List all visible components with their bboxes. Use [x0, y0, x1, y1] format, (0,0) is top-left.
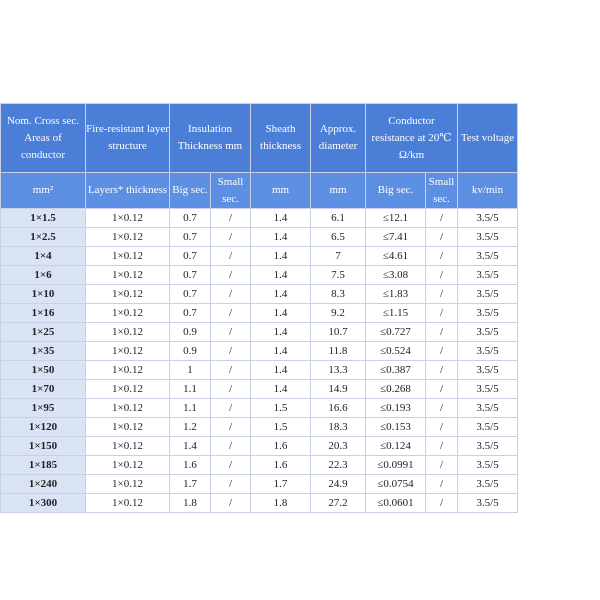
cell-resistance-small: /: [426, 247, 458, 266]
cell-cross-section: 1×4: [1, 247, 86, 266]
cell-sheath-thickness: 1.4: [251, 380, 311, 399]
cell-resistance-big: ≤0.153: [366, 418, 426, 437]
cell-test-voltage: 3.5/5: [458, 475, 518, 494]
cell-approx-diameter: 6.1: [311, 209, 366, 228]
cell-resistance-small: /: [426, 418, 458, 437]
cell-insulation-big: 0.7: [170, 285, 211, 304]
header-approx-diameter: Approx. diameter: [311, 104, 366, 173]
cell-test-voltage: 3.5/5: [458, 418, 518, 437]
cell-insulation-small: /: [211, 342, 251, 361]
unit-small-sec-insulation: Small sec.: [211, 173, 251, 209]
cell-resistance-big: ≤4.61: [366, 247, 426, 266]
table-row: [1, 285, 518, 304]
cell-cross-section: 1×185: [1, 456, 86, 475]
cell-cross-section: 1×150: [1, 437, 86, 456]
cell-insulation-small: /: [211, 228, 251, 247]
cell-insulation-big: 1.2: [170, 418, 211, 437]
cell-resistance-big: ≤12.1: [366, 209, 426, 228]
cell-approx-diameter: 16.6: [311, 399, 366, 418]
header-row-1: [1, 104, 518, 173]
cell-resistance-big: ≤1.83: [366, 285, 426, 304]
cell-sheath-thickness: 1.4: [251, 247, 311, 266]
cell-test-voltage: 3.5/5: [458, 228, 518, 247]
cell-insulation-small: /: [211, 437, 251, 456]
table-header: [1, 104, 518, 209]
cell-resistance-big: ≤7.41: [366, 228, 426, 247]
cell-approx-diameter: 7.5: [311, 266, 366, 285]
header-sheath: Sheath thickness: [251, 104, 311, 173]
cell-resistance-small: /: [426, 494, 458, 513]
cell-test-voltage: 3.5/5: [458, 323, 518, 342]
cell-insulation-big: 1.6: [170, 456, 211, 475]
table-row: [1, 304, 518, 323]
header-row-2: [1, 173, 518, 209]
cell-sheath-thickness: 1.4: [251, 342, 311, 361]
cell-sheath-thickness: 1.5: [251, 399, 311, 418]
cell-insulation-big: 0.9: [170, 342, 211, 361]
cell-sheath-thickness: 1.4: [251, 323, 311, 342]
cell-layer-structure: 1×0.12: [86, 228, 170, 247]
cell-approx-diameter: 9.2: [311, 304, 366, 323]
cell-sheath-thickness: 1.4: [251, 209, 311, 228]
cell-approx-diameter: 18.3: [311, 418, 366, 437]
header-conductor-resistance: Conductor resistance at 20℃ Ω/km: [366, 104, 458, 173]
table-row: [1, 342, 518, 361]
cell-insulation-big: 1.1: [170, 399, 211, 418]
cell-cross-section: 1×2.5: [1, 228, 86, 247]
cell-resistance-small: /: [426, 361, 458, 380]
table-row: [1, 380, 518, 399]
cell-resistance-small: /: [426, 285, 458, 304]
table-row: [1, 437, 518, 456]
cell-insulation-small: /: [211, 399, 251, 418]
table-row: [1, 494, 518, 513]
cell-insulation-big: 1.4: [170, 437, 211, 456]
cell-layer-structure: 1×0.12: [86, 247, 170, 266]
cell-approx-diameter: 24.9: [311, 475, 366, 494]
cell-insulation-small: /: [211, 494, 251, 513]
table-row: [1, 266, 518, 285]
unit-big-sec-insulation: Big sec.: [170, 173, 211, 209]
cell-cross-section: 1×25: [1, 323, 86, 342]
cell-test-voltage: 3.5/5: [458, 247, 518, 266]
cell-insulation-small: /: [211, 209, 251, 228]
cell-layer-structure: 1×0.12: [86, 266, 170, 285]
cell-layer-structure: 1×0.12: [86, 399, 170, 418]
cell-resistance-big: ≤0.0754: [366, 475, 426, 494]
cell-test-voltage: 3.5/5: [458, 399, 518, 418]
cell-sheath-thickness: 1.7: [251, 475, 311, 494]
cell-resistance-small: /: [426, 437, 458, 456]
cell-resistance-small: /: [426, 380, 458, 399]
cell-approx-diameter: 11.8: [311, 342, 366, 361]
table-row: [1, 361, 518, 380]
cell-cross-section: 1×16: [1, 304, 86, 323]
header-nom-cross: Nom. Cross sec. Areas of conductor: [1, 104, 86, 173]
cell-layer-structure: 1×0.12: [86, 342, 170, 361]
table-row: [1, 456, 518, 475]
cell-sheath-thickness: 1.4: [251, 304, 311, 323]
cell-insulation-big: 1.7: [170, 475, 211, 494]
table-row: [1, 209, 518, 228]
cell-test-voltage: 3.5/5: [458, 209, 518, 228]
cell-layer-structure: 1×0.12: [86, 494, 170, 513]
cell-sheath-thickness: 1.6: [251, 456, 311, 475]
header-insulation: Insulation Thickness mm: [170, 104, 251, 173]
cell-insulation-small: /: [211, 304, 251, 323]
unit-mm2: mm²: [1, 173, 86, 209]
cell-insulation-small: /: [211, 361, 251, 380]
cell-resistance-small: /: [426, 475, 458, 494]
cell-resistance-small: /: [426, 209, 458, 228]
cell-resistance-big: ≤0.387: [366, 361, 426, 380]
cell-resistance-big: ≤1.15: [366, 304, 426, 323]
cell-insulation-small: /: [211, 323, 251, 342]
cell-test-voltage: 3.5/5: [458, 304, 518, 323]
cell-insulation-big: 0.7: [170, 247, 211, 266]
cell-cross-section: 1×240: [1, 475, 86, 494]
cell-cross-section: 1×50: [1, 361, 86, 380]
cell-layer-structure: 1×0.12: [86, 456, 170, 475]
cell-resistance-small: /: [426, 342, 458, 361]
cell-insulation-big: 1.1: [170, 380, 211, 399]
cell-test-voltage: 3.5/5: [458, 494, 518, 513]
table-row: [1, 475, 518, 494]
cell-approx-diameter: 10.7: [311, 323, 366, 342]
header-fire-resistant: Fire-resistant layer structure: [86, 104, 170, 173]
table-row: [1, 247, 518, 266]
cell-layer-structure: 1×0.12: [86, 209, 170, 228]
cell-layer-structure: 1×0.12: [86, 380, 170, 399]
cell-sheath-thickness: 1.5: [251, 418, 311, 437]
cell-test-voltage: 3.5/5: [458, 285, 518, 304]
cell-insulation-small: /: [211, 475, 251, 494]
header-test-voltage: Test voltage: [458, 104, 518, 173]
cell-insulation-small: /: [211, 418, 251, 437]
unit-layers-thickness: Layers* thickness: [86, 173, 170, 209]
cell-cross-section: 1×35: [1, 342, 86, 361]
cell-sheath-thickness: 1.4: [251, 285, 311, 304]
cell-resistance-small: /: [426, 266, 458, 285]
cell-cross-section: 1×70: [1, 380, 86, 399]
cell-insulation-small: /: [211, 247, 251, 266]
cell-approx-diameter: 13.3: [311, 361, 366, 380]
cell-resistance-big: ≤0.193: [366, 399, 426, 418]
unit-mm-sheath: mm: [251, 173, 311, 209]
cell-sheath-thickness: 1.4: [251, 266, 311, 285]
cell-resistance-big: ≤0.0601: [366, 494, 426, 513]
cell-sheath-thickness: 1.4: [251, 228, 311, 247]
cell-cross-section: 1×95: [1, 399, 86, 418]
cell-test-voltage: 3.5/5: [458, 266, 518, 285]
cable-spec-table: [0, 103, 518, 513]
cell-resistance-small: /: [426, 399, 458, 418]
cell-cross-section: 1×120: [1, 418, 86, 437]
cell-test-voltage: 3.5/5: [458, 437, 518, 456]
unit-mm-diameter: mm: [311, 173, 366, 209]
cell-approx-diameter: 22.3: [311, 456, 366, 475]
cell-resistance-small: /: [426, 323, 458, 342]
cell-insulation-small: /: [211, 266, 251, 285]
cell-approx-diameter: 6.5: [311, 228, 366, 247]
cell-resistance-big: ≤0.268: [366, 380, 426, 399]
cell-layer-structure: 1×0.12: [86, 323, 170, 342]
cell-insulation-small: /: [211, 456, 251, 475]
cell-insulation-small: /: [211, 380, 251, 399]
table-row: [1, 323, 518, 342]
unit-small-sec-resistance: Small sec.: [426, 173, 458, 209]
table-body: [1, 209, 518, 513]
cell-resistance-small: /: [426, 228, 458, 247]
cell-test-voltage: 3.5/5: [458, 361, 518, 380]
cell-resistance-big: ≤3.08: [366, 266, 426, 285]
cell-insulation-big: 1: [170, 361, 211, 380]
cell-sheath-thickness: 1.6: [251, 437, 311, 456]
cell-resistance-small: /: [426, 456, 458, 475]
cell-approx-diameter: 8.3: [311, 285, 366, 304]
table-row: [1, 228, 518, 247]
cell-insulation-big: 1.8: [170, 494, 211, 513]
cell-sheath-thickness: 1.8: [251, 494, 311, 513]
cell-insulation-big: 0.9: [170, 323, 211, 342]
cell-insulation-big: 0.7: [170, 304, 211, 323]
cell-cross-section: 1×1.5: [1, 209, 86, 228]
cell-test-voltage: 3.5/5: [458, 342, 518, 361]
cell-resistance-small: /: [426, 304, 458, 323]
cell-layer-structure: 1×0.12: [86, 475, 170, 494]
cell-layer-structure: 1×0.12: [86, 437, 170, 456]
cell-test-voltage: 3.5/5: [458, 456, 518, 475]
cell-cross-section: 1×6: [1, 266, 86, 285]
cell-approx-diameter: 14.9: [311, 380, 366, 399]
cell-layer-structure: 1×0.12: [86, 361, 170, 380]
unit-big-sec-resistance: Big sec.: [366, 173, 426, 209]
cell-approx-diameter: 7: [311, 247, 366, 266]
cell-cross-section: 1×300: [1, 494, 86, 513]
cell-cross-section: 1×10: [1, 285, 86, 304]
cell-insulation-big: 0.7: [170, 228, 211, 247]
cell-approx-diameter: 20.3: [311, 437, 366, 456]
cell-approx-diameter: 27.2: [311, 494, 366, 513]
table-row: [1, 418, 518, 437]
table-row: [1, 399, 518, 418]
cell-sheath-thickness: 1.4: [251, 361, 311, 380]
cell-resistance-big: ≤0.727: [366, 323, 426, 342]
cell-resistance-big: ≤0.524: [366, 342, 426, 361]
cell-layer-structure: 1×0.12: [86, 304, 170, 323]
cell-layer-structure: 1×0.12: [86, 418, 170, 437]
cell-resistance-big: ≤0.0991: [366, 456, 426, 475]
cell-layer-structure: 1×0.12: [86, 285, 170, 304]
cell-insulation-big: 0.7: [170, 266, 211, 285]
cell-insulation-small: /: [211, 285, 251, 304]
unit-kv-min: kv/min: [458, 173, 518, 209]
cell-test-voltage: 3.5/5: [458, 380, 518, 399]
cell-resistance-big: ≤0.124: [366, 437, 426, 456]
cell-insulation-big: 0.7: [170, 209, 211, 228]
